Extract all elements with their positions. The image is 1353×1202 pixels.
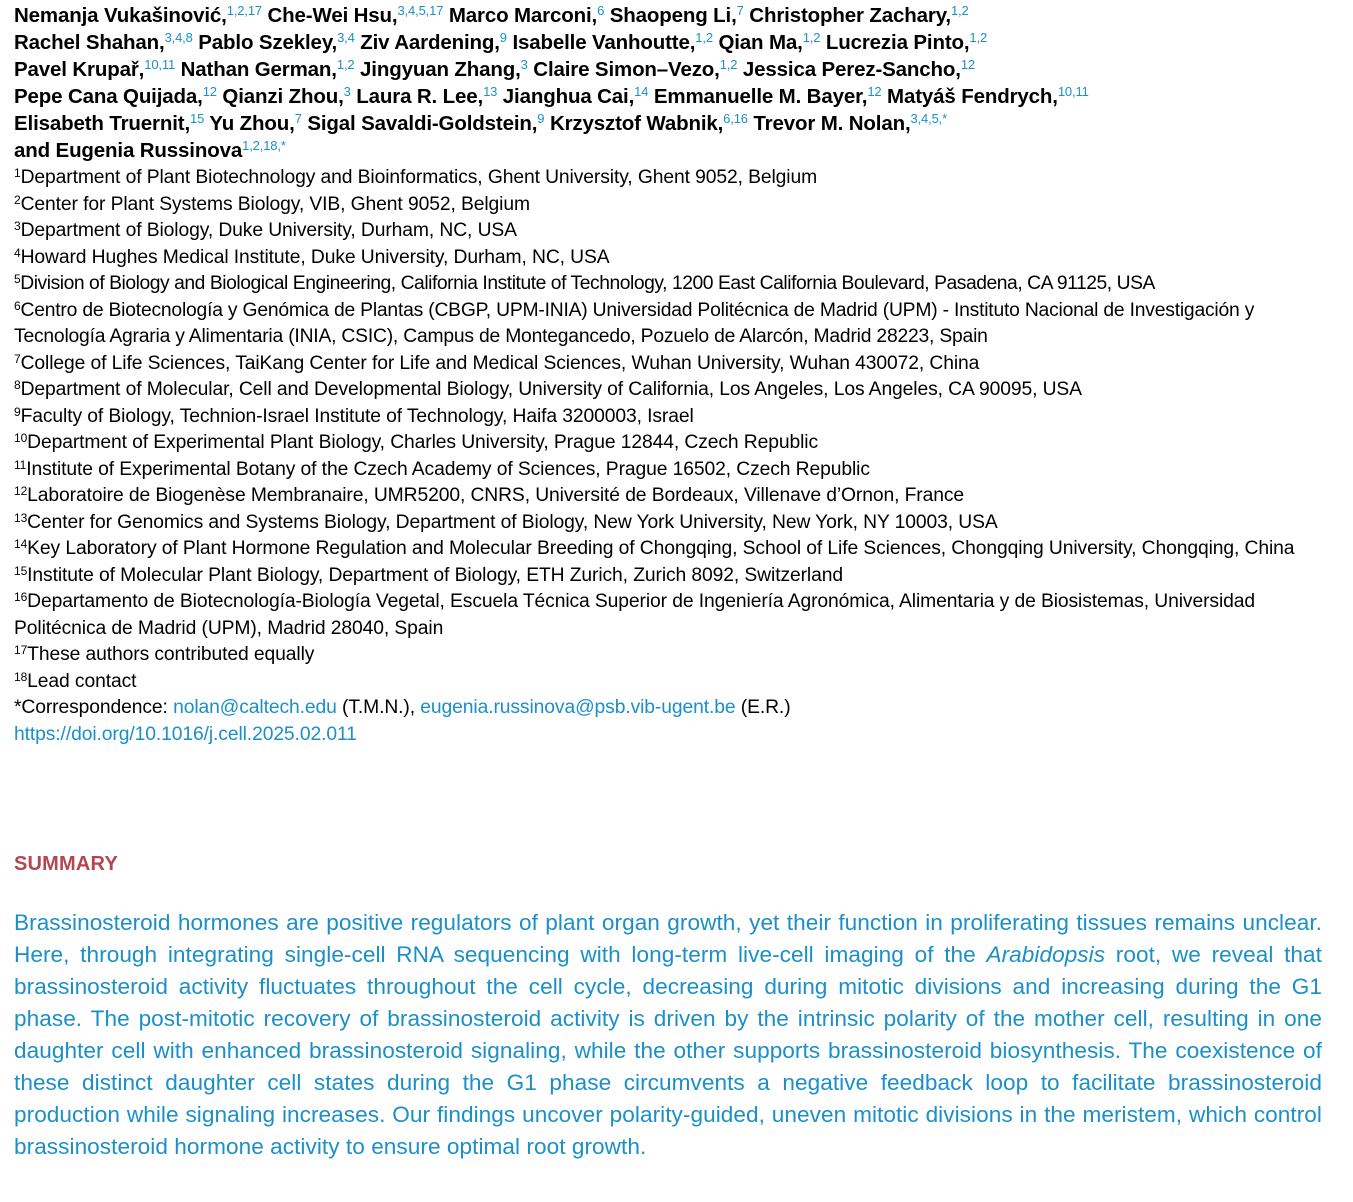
- author: Isabelle Vanhoutte,$^{1,2}$: [512, 30, 713, 54]
- author-affiliation-sup[interactable]: 3: [520, 57, 528, 72]
- affiliation: [14, 192, 1344, 219]
- author-affiliation-sup[interactable]: 1,2: [802, 30, 821, 45]
- affiliation-text: Center for Genomics and Systems Biology, Department of Biology, New York University, New York, NY 10003, USA: [27, 511, 998, 533]
- summary-paragraph: Brassinosteroid hormones are positive regulators of plant organ growth, yet their function in proliferating tissues remains unclear. Here, through integrating single-cell RNA sequencing with long-term live-cell imaging of the Arabidopsis root, we reveal that brassinosteroid activity fluctuates throughout the cell cycle, decreasing during mitotic divisions and increasing during the G1 phase. The post-mitotic recovery of brassinosteroid activity is driven by the intrinsic polarity of the mother cell, resulting in one daughter cell with enhanced brassinosteroid signaling, while the other supports brassinosteroid biosynthesis. The coexistence of these distinct daughter cell states during the G1 phase circumvents a negative feedback loop to facilitate brassinosteroid production while signaling increases. Our findings uncover polarity-guided, uneven mitotic divisions in the meristem, which control brassinosteroid hormone activity to ensure optimal root growth.: [14, 910, 1322, 1159]
- author: Qianzi Zhou,$^3$: [222, 84, 351, 108]
- author-affiliation-sup[interactable]: 12: [867, 84, 882, 99]
- author: Pablo Szekley,$^{3,4}$: [198, 30, 355, 54]
- correspondence: [14, 695, 1344, 722]
- affiliation-text: Centro de Biotecnología y Genómica de Plantas (CBGP, UPM-INIA) Universidad Politécnica de Madrid (UPM) - Instituto Nacional de Investigación y Tecnología Agraria y Alimentaria (INIA, CSIC), Campus de Montegancedo, Pozuelo de Alarcón, Madrid 28223, Spain: [14, 299, 1255, 347]
- author: Nemanja Vukašinović,$^{1,2,17}$: [14, 3, 262, 27]
- summary-body: [14, 907, 1322, 1163]
- affiliation: [14, 218, 1344, 245]
- author: Elisabeth Truernit,$^{15}$: [14, 111, 205, 135]
- affiliation-number: 2: [14, 192, 21, 207]
- doi-line: [14, 722, 1344, 749]
- doi-link[interactable]: https://doi.org/10.1016/j.cell.2025.02.011: [14, 723, 357, 745]
- author: Trevor M. Nolan,$^{3,4,5,*}$: [753, 111, 948, 135]
- author: Claire Simon–Vezo,$^{1,2}$: [533, 57, 738, 81]
- affiliation: [14, 245, 1344, 272]
- affiliation: [14, 430, 1344, 457]
- affiliation-text: Laboratoire de Biogenèse Membranaire, UMR5200, CNRS, Université de Bordeaux, Villenave d’Ornon, France: [27, 485, 965, 506]
- author-affiliation-sup[interactable]: 1,2: [719, 57, 738, 72]
- author: Pepe Cana Quijada,$^{12}$: [14, 84, 217, 108]
- affiliation: [14, 457, 1344, 484]
- author-affiliation-sup[interactable]: 1,2: [336, 57, 355, 72]
- author-affiliation-sup[interactable]: 6,16: [723, 111, 748, 126]
- affiliation-text: Departamento de Biotecnología-Biología Vegetal, Escuela Técnica Superior de Ingeniería Agronómica, Alimentaria y de Biosistemas, Universidad Politécnica de Madrid (UPM), Madrid 28040, Spain: [14, 591, 1256, 639]
- affiliation-list: [14, 165, 1344, 748]
- affiliation-text: Department of Molecular, Cell and Developmental Biology, University of California, Los Angeles, Los Angeles, CA 90095, USA: [20, 379, 1082, 400]
- affiliation-number: 9: [14, 404, 21, 419]
- author-affiliation-sup[interactable]: 13: [483, 84, 498, 99]
- affiliation-text: College of Life Sciences, TaiKang Center for Life and Medical Sciences, Wuhan University, Wuhan 430072, China: [20, 352, 980, 374]
- affiliation: [14, 483, 1344, 510]
- affiliation-number: 4: [14, 245, 21, 260]
- author-affiliation-sup[interactable]: 10,11: [1057, 84, 1089, 99]
- author: Christopher Zachary,$^{1,2}$: [749, 3, 969, 27]
- affiliation-number: 14: [14, 537, 28, 551]
- author-affiliation-sup[interactable]: 1,2: [969, 30, 988, 45]
- affiliation-number: 18: [14, 669, 28, 684]
- author: Jessica Perez-Sancho,$^{12}$: [742, 57, 975, 81]
- author: Laura R. Lee,$^{13}$: [356, 84, 498, 108]
- affiliation-text: Faculty of Biology, Technion-Israel Institute of Technology, Haifa 3200003, Israel: [20, 405, 694, 427]
- author: Jianghua Cai,$^{14}$: [502, 84, 649, 108]
- affiliation-text: Center for Plant Systems Biology, VIB, Ghent 9052, Belgium: [20, 193, 530, 215]
- summary-heading: SUMMARY: [14, 853, 118, 875]
- author-affiliation-sup[interactable]: 3,4: [337, 30, 355, 45]
- author: Ziv Aardening,$^9$: [360, 30, 507, 54]
- affiliation-text: Key Laboratory of Plant Hormone Regulation and Molecular Breeding of Chongqing, School of Life Sciences, Chongqing University, Chongqing, China: [27, 538, 1295, 559]
- author: Emmanuelle M. Bayer,$^{12}$: [653, 84, 882, 108]
- email-link-nolan[interactable]: nolan@caltech.edu: [173, 697, 337, 718]
- affiliation-text: Institute of Molecular Plant Biology, Department of Biology, ETH Zurich, Zurich 8092, Switzerland: [27, 564, 843, 586]
- author-affiliation-sup[interactable]: 1,2: [950, 3, 969, 18]
- affiliation-number: 5: [14, 272, 21, 286]
- affiliation-text: Department of Experimental Plant Biology, Charles University, Prague 12844, Czech Republic: [27, 432, 819, 453]
- author: Nathan German,$^{1,2}$: [180, 57, 355, 81]
- author-affiliation-sup[interactable]: 1,2: [695, 30, 713, 45]
- affiliation: [14, 298, 1344, 351]
- affiliation: [14, 510, 1344, 537]
- affiliation: [14, 669, 1344, 696]
- author-affiliation-sup[interactable]: 3: [343, 84, 351, 99]
- affiliation: [14, 536, 1344, 563]
- affiliation-text: These authors contributed equally: [27, 644, 315, 665]
- author-affiliation-sup[interactable]: 1,2,18,*: [242, 138, 286, 153]
- affiliation-number: 16: [14, 590, 28, 604]
- author-affiliation-sup[interactable]: 14: [634, 84, 649, 99]
- author-affiliation-sup[interactable]: 1,2,17: [226, 3, 262, 18]
- author-affiliation-sup[interactable]: 12: [960, 57, 975, 72]
- affiliation-number: 6: [14, 298, 21, 313]
- author: Che-Wei Hsu,$^{3,4,5,17}$: [267, 3, 444, 27]
- author: Lucrezia Pinto,$^{1,2}$: [825, 30, 988, 54]
- correspondence-initials: (E.R.): [735, 697, 791, 718]
- author: Shaopeng Li,$^7$: [609, 3, 744, 27]
- correspondence-label: *Correspondence:: [14, 697, 174, 718]
- author-affiliation-sup[interactable]: 12: [202, 84, 217, 99]
- affiliation-number: 17: [14, 643, 28, 657]
- author: Sigal Savaldi-Goldstein,$^9$: [307, 111, 545, 135]
- affiliation-text: Howard Hughes Medical Institute, Duke University, Durham, NC, USA: [20, 246, 610, 268]
- author: Qian Ma,$^{1,2}$: [718, 30, 821, 54]
- author: and Eugenia Russinova$^{1,2,18,*}$: [14, 138, 286, 162]
- author: Jingyuan Zhang,$^3$: [360, 57, 528, 81]
- affiliation: [14, 589, 1344, 642]
- affiliation-number: 1: [14, 166, 21, 180]
- author: Matyáš Fendrych,$^{10,11}$: [887, 84, 1089, 108]
- author-affiliation-sup[interactable]: 3,4,5,*: [910, 111, 948, 126]
- affiliation-text: Division of Biology and Biological Engineering, California Institute of Technology, 1200 East California Boulevard, Pasadena, CA 91125, USA: [20, 273, 1155, 294]
- affiliation-text: Institute of Experimental Botany of the Czech Academy of Sciences, Prague 16502, Czech Republic: [26, 458, 870, 480]
- affiliation-number: 7: [14, 351, 21, 366]
- author-affiliation-sup[interactable]: 7: [294, 111, 302, 126]
- author-affiliation-sup[interactable]: 10,11: [144, 57, 176, 72]
- affiliation-number: 3: [14, 219, 21, 233]
- affiliation-number: 8: [14, 378, 21, 392]
- species-name: Arabidopsis: [986, 942, 1106, 967]
- author-affiliation-sup[interactable]: 3,4,5,17: [397, 3, 444, 18]
- author-list: [14, 2, 1344, 164]
- affiliation-number: 15: [14, 563, 28, 578]
- author-affiliation-sup[interactable]: 3,4,8: [164, 30, 193, 45]
- affiliation-number: 11: [14, 457, 27, 472]
- correspondence-initials: (T.M.N.),: [336, 697, 421, 718]
- author-affiliation-sup[interactable]: 15: [190, 111, 205, 126]
- affiliation: [14, 271, 1344, 298]
- affiliation-number: 12: [14, 484, 28, 498]
- affiliation: [14, 351, 1344, 378]
- author: Krzysztof Wabnik,$^{6,16}$: [549, 111, 748, 135]
- affiliation-text: Department of Biology, Duke University, Durham, NC, USA: [20, 220, 517, 241]
- author-affiliation-sup[interactable]: 9: [499, 30, 507, 45]
- author: Rachel Shahan,$^{3,4,8}$: [14, 30, 193, 54]
- author-affiliation-sup[interactable]: 7: [736, 3, 744, 18]
- affiliation: [14, 563, 1344, 590]
- affiliation: [14, 377, 1344, 404]
- affiliation: [14, 165, 1344, 192]
- author-affiliation-sup[interactable]: 9: [537, 111, 545, 126]
- author: Pavel Krupař,$^{10,11}$: [14, 57, 176, 81]
- author-affiliation-sup[interactable]: 6: [597, 3, 605, 18]
- email-link-russinova[interactable]: eugenia.russinova@psb.vib-ugent.be: [420, 697, 736, 718]
- affiliation: [14, 404, 1344, 431]
- author: Yu Zhou,$^7$: [209, 111, 302, 135]
- author: Marco Marconi,$^6$: [448, 3, 605, 27]
- affiliation-number: 13: [14, 510, 28, 525]
- affiliation: [14, 642, 1344, 669]
- affiliation-text: Lead contact: [27, 670, 137, 692]
- affiliation-text: Department of Plant Biotechnology and Bioinformatics, Ghent University, Ghent 9052, Belgium: [20, 167, 818, 188]
- affiliation-number: 10: [14, 431, 28, 445]
